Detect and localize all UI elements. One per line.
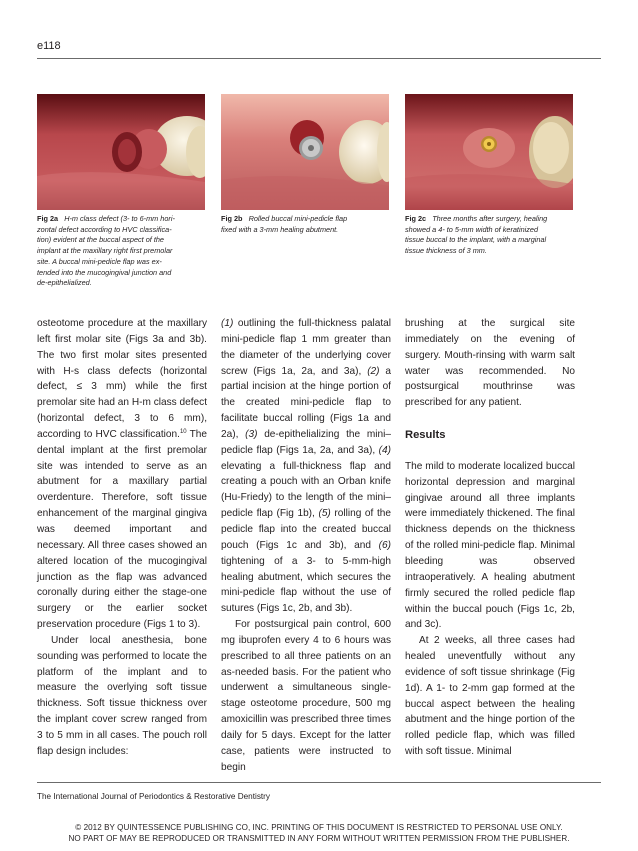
step-text: elevating a full-thickness flap and creating a pouch with an Orban knife (Hu-Friedy) to the length of the mini–pedicle flap (Fig 1b), <box>221 460 391 520</box>
figure-2c-photo <box>405 94 573 210</box>
caption-line: H-m class defect (3- to 6-mm hori- <box>64 214 175 223</box>
figure-2b-photo <box>221 94 389 210</box>
caption-line: showed a 4- to 5-mm width of keratinized <box>405 224 539 234</box>
text-column-1 <box>37 316 207 760</box>
figure-2c-caption <box>405 214 573 257</box>
step-text: outlining the full-thickness palatal mini-pedicle flap 1 mm greater than the diameter of the underlying cover screw (Figs 1a, 2a, and 3a), <box>221 318 391 377</box>
caption-line: zontal defect according to HVC classifica- <box>37 224 172 234</box>
caption-line: tended into the mucogingival junction and <box>37 267 172 277</box>
caption-line: tissue thickness of 3 mm. <box>405 246 487 256</box>
section-heading: Results <box>405 428 446 441</box>
page-number: e118 <box>37 40 61 52</box>
step-text: rolling of the pedicle flap into the created buccal pouch (Figs 1c and 3b), and <box>221 508 391 551</box>
figure-label: Fig 2b <box>221 214 243 223</box>
step-text: de-epithelializing the mini–pedicle flap (Figs 1a, 2a, and 3a), <box>221 428 391 456</box>
step-number: (6) <box>378 539 391 551</box>
copyright-notice <box>0 822 638 844</box>
caption-line: site. A buccal mini-pedicle flap was ex- <box>37 256 162 266</box>
figure-2a-caption <box>37 214 205 289</box>
paragraph: brushing at the surgical site immediately on the evening of surgery. Mouth-rinsing with warm salt water was recommended. No postsurgical mouthrinse was prescribed for any patient. <box>405 318 575 409</box>
figure-2b-caption <box>221 214 389 235</box>
footer-rule <box>37 782 601 783</box>
step-number: (1) <box>221 318 234 329</box>
caption-line: Rolled buccal mini-pedicle flap <box>248 214 348 223</box>
figure-label: Fig 2c <box>405 214 427 223</box>
step-number: (2) <box>367 365 380 377</box>
caption-line: fixed with a 3-mm healing abutment. <box>221 224 339 234</box>
paragraph <box>221 316 391 617</box>
paragraph: Under local anesthesia, bone sounding was performed to locate the platform of the implant and to measure the overlying soft tissue thickness. Soft tissue thickness over the implant cover screw ranged from 3 to 5 mm in all cases. The pouch roll flap design includes: <box>37 634 207 757</box>
paragraph: For postsurgical pain control, 600 mg ibuprofen every 4 to 6 hours was prescribed to all three patients on an as-needed basis. For the patient who underwent a simultaneous single-stage osteotome procedure, 500 mg amoxicillin was prescribed three times daily for 5 days. Except for the latter case, patients were instructed to begin <box>221 619 391 773</box>
caption-line: implant at the maxillary right first premolar <box>37 246 173 256</box>
text-column-2 <box>221 316 391 775</box>
copyright-line: NO PART OF MAY BE REPRODUCED OR TRANSMITTED IN ANY FORM WITHOUT WRITTEN PERMISSION FROM THE PUBLISHER. <box>68 834 570 844</box>
caption-line: tion) evident at the buccal aspect of the <box>37 235 164 245</box>
header-rule <box>37 58 601 59</box>
figure-label: Fig 2a <box>37 214 59 223</box>
paragraph-text: osteotome procedure at the maxillary left first molar site (Figs 3a and 3b). The two first molar sites presented with H-s class defects (horizontal defect, ≤ 3 mm) while the first premolar site had an H-m class defect (horizontal defect, 3 to 6 mm), according to HVC classification. <box>37 318 207 440</box>
journal-title: The International Journal of Periodontics & Restorative Dentistry <box>37 792 271 801</box>
caption-line: de-epithelialized. <box>37 278 92 288</box>
figure-2a-photo <box>37 94 205 210</box>
step-text: a partial incision at the hinge portion of the created mini-pedicle flap to facilitate buccal rolling (Figs 1a and 2a), <box>221 365 391 440</box>
text-column-3 <box>405 316 575 760</box>
step-text: tightening of a 3- to 5-mm-high healing abutment, which secures the mini-pedicle flap without the use of sutures (Figs 1c, 2b, and 3b). <box>221 555 391 615</box>
step-number: (5) <box>318 508 331 520</box>
step-number: (3) <box>245 428 258 440</box>
caption-line: tissue buccal to the implant, with a marginal <box>405 235 547 245</box>
reference-marker: 10 <box>179 428 187 435</box>
paragraph: The mild to moderate localized buccal horizontal depression and marginal gingivae around all three implants were immediately thickened. The final thickness depends on the thickness of the rolled mini-pedicle flap. Minimal bleeding was observed intraoperatively. A healing abutment firmly secured the rolled pedicle flap within the buccal pouch (Figs 1c, 2b, and 3c). <box>405 460 575 631</box>
caption-line: Three months after surgery, healing <box>432 214 548 223</box>
step-number: (4) <box>378 444 391 456</box>
paragraph: At 2 weeks, all three cases had healed uneventfully without any evidence of soft tissue shrinkage (Fig 1d). A 1- to 2-mm gap formed at the buccal aspect between the healing abutment and the hinge portion of the rolled pedicle flap, which was filled with soft tissue. Minimal <box>405 635 575 758</box>
paragraph-text: The dental implant at the first premolar site was intended to serve as an abutment for a maxillary partial overdenture. Therefore, soft tissue enhancement of the marginal gingiva was deemed important and necessary. All three cases showed an altered location of the mucogingival junction as the flap was advanced coronally during either the stage-one surgery or the earlier socket preservation procedure (Figs 1 to 3). <box>37 428 207 631</box>
copyright-line: © 2012 BY QUINTESSENCE PUBLISHING CO, INC. PRINTING OF THIS DOCUMENT IS RESTRICTED TO PERSONAL USE ONLY. <box>75 823 563 832</box>
paragraph <box>37 316 207 633</box>
